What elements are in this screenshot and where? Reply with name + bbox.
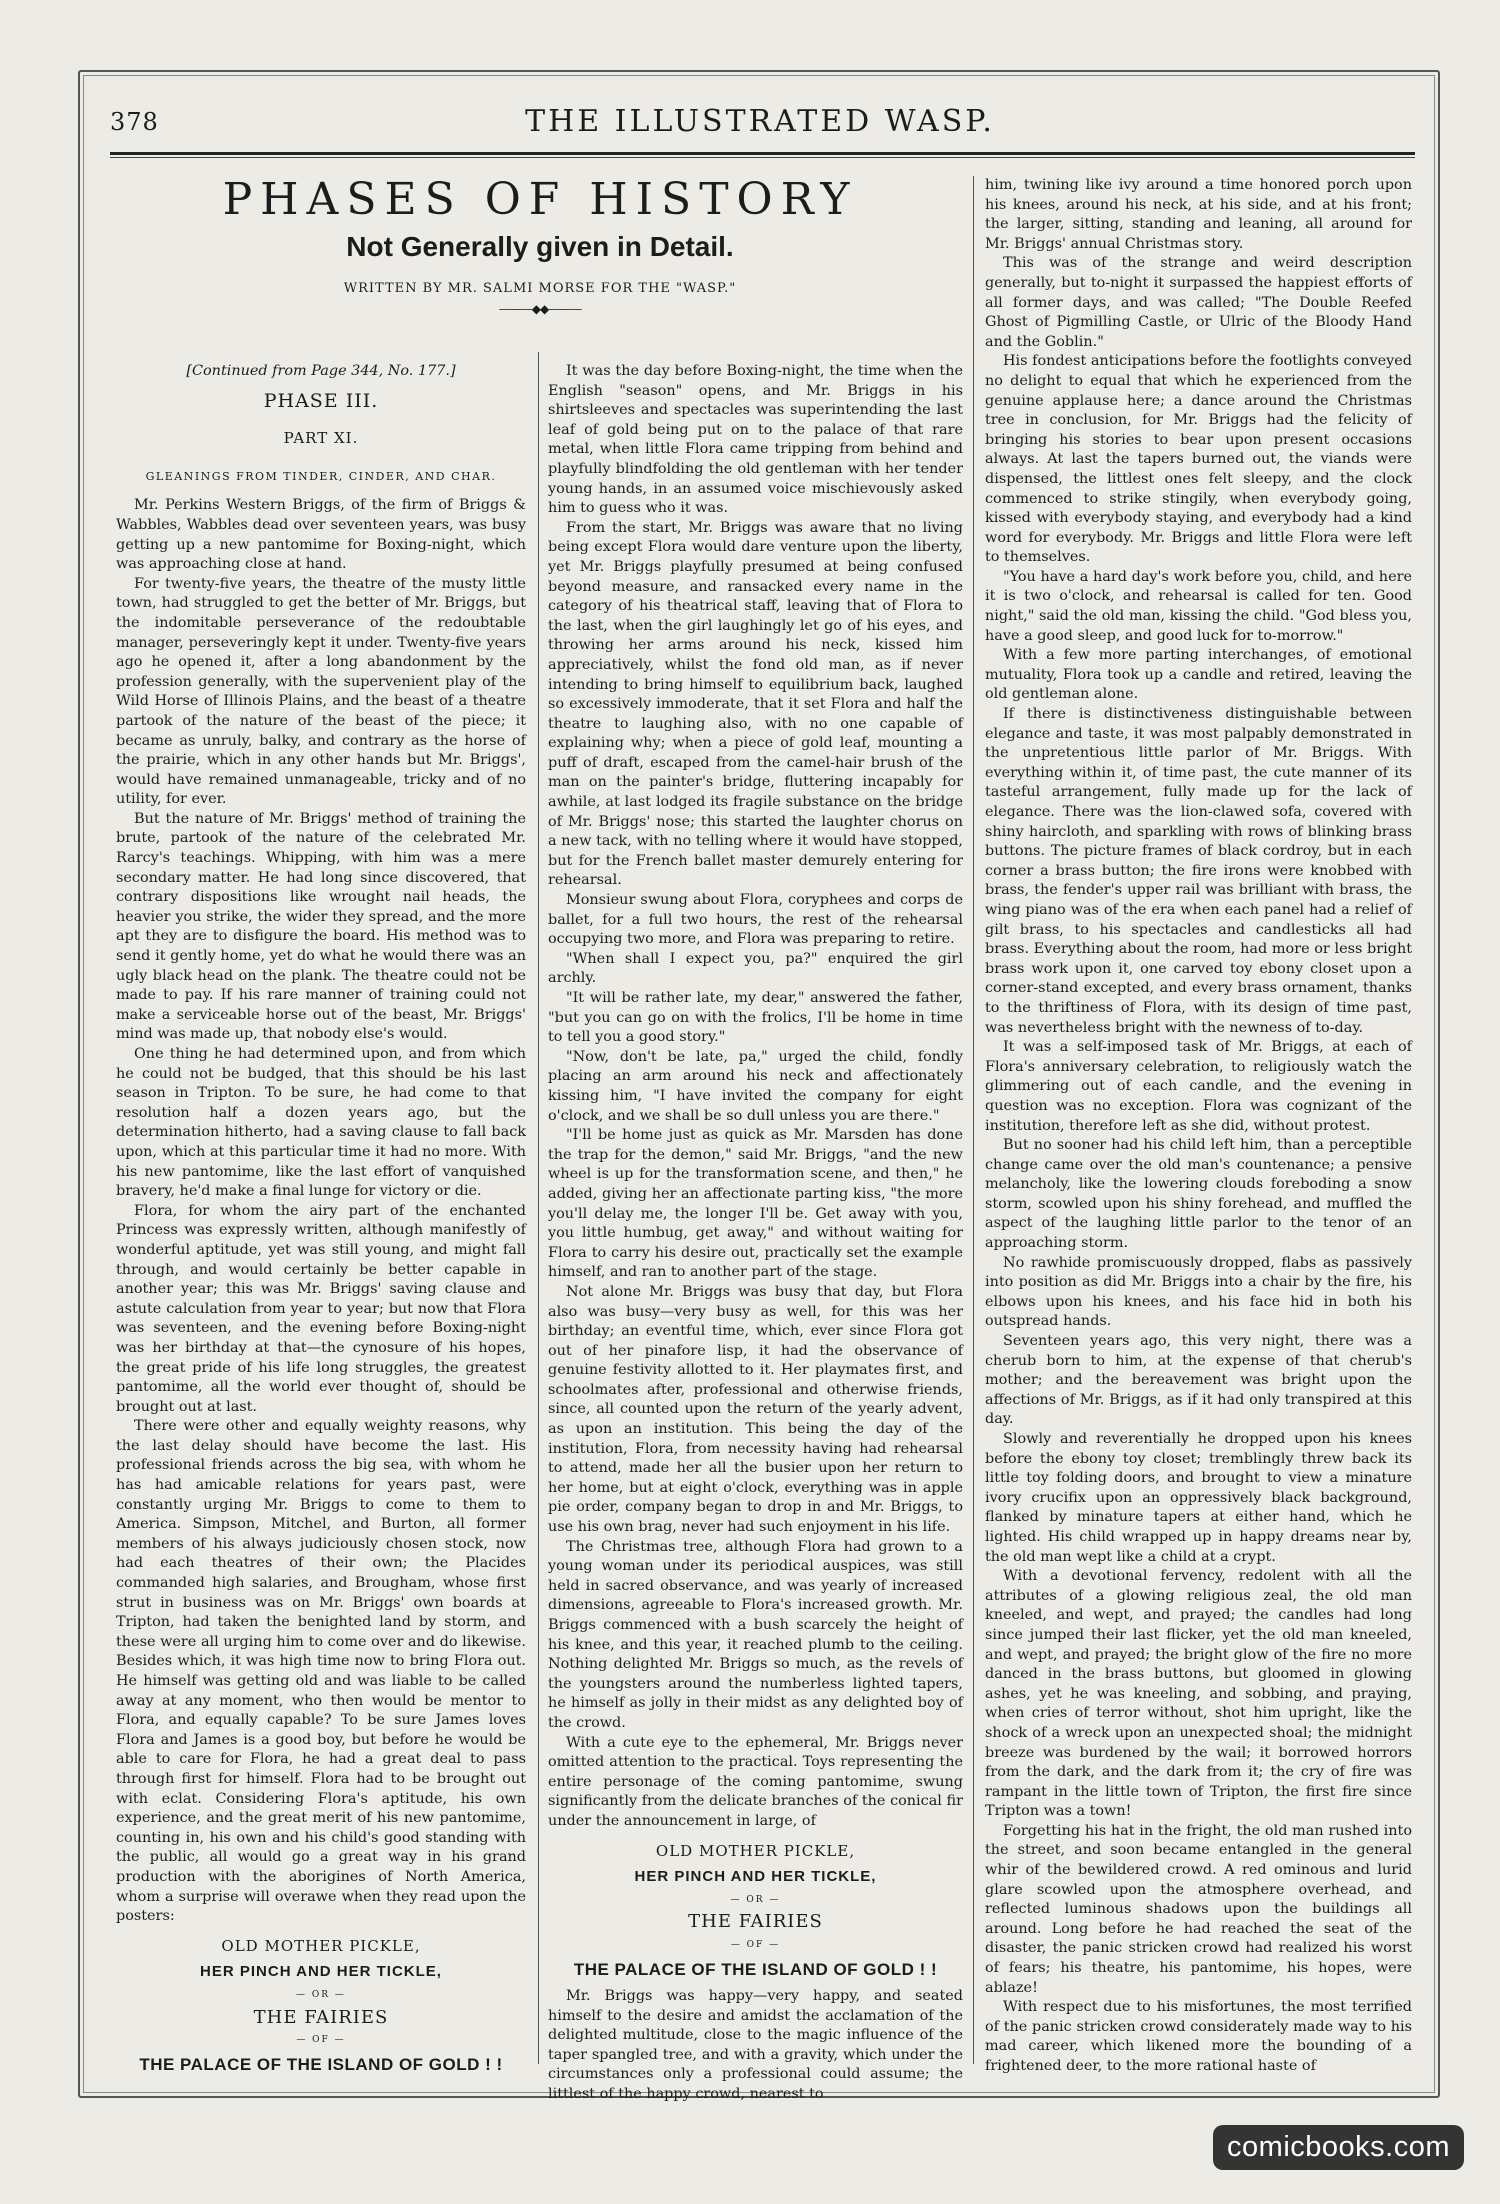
poster-line: HER PINCH AND HER TICKLE, bbox=[200, 1963, 442, 1981]
paragraph: "When shall I expect you, pa?" enquired the girl archly. bbox=[548, 950, 963, 987]
paragraph: The Christmas tree, although Flora had grown to a young woman under its periodical auspices, was still held in sacred observance, and was yearly of increased dimensions, agreeable to Flora's increased growth. Mr. Briggs commenced with a bush scarcely the height of his knee, and this year, it reached plumb to the ceiling. Nothing delighted Mr. Briggs so much, as the revels of the youngsters around the numberless lighted tapers, he himself as jolly in their midst as any delighted boy of the crowd. bbox=[548, 1538, 963, 1731]
paragraph: It was a self-imposed task of Mr. Briggs, at each of Flora's anniversary celebration, to religiously watch the glimmering out of each candle, and the evening in question was no exception. Flora was cognizant of the institution, therefore left as she did, without protest. bbox=[985, 1039, 1412, 1134]
article-title: PHASES OF HISTORY bbox=[222, 174, 858, 225]
column-1 bbox=[116, 362, 526, 2074]
paragraph: No rawhide promiscuously dropped, flabs as passively into position as did Mr. Briggs into a chair by the fire, his elbows upon his knees, and his face hid in both his outspread hands. bbox=[985, 1254, 1412, 1330]
paragraph: Mr. Briggs was happy—very happy, and seated himself to the desire and amidst the acclamation of the delighted multitude, close to the magic influence of the taper spangled tree, and with a gravity, which under the circumstances only a professional could assume; the littlest of the happy crowd, nearest to bbox=[548, 1988, 963, 2103]
paragraph-text: For twenty-five years, the theatre of the musty little town, had struggled to get the better of Mr. Briggs, but the indomitable perseverance of the redoubtable manager, perseveringly kept it under. Twenty-five years ago he opened it, after a long abandonment by the profession generally, with the supervenient play of the Wild Horse of Illinois Plains, and the beast of a theatre partook of the nature of the beast of the piece; it became as unruly, balky, and contrary as the horse of the prairie, which in any other hands but Mr. Briggs', would have remained unmanageable, tricky and of no utility, for ever. bbox=[116, 575, 526, 808]
paragraph: Not alone Mr. Briggs was busy that day, but Flora also was busy—very busy as well, for this was her birthday; an eventful time, which, ever since Flora got out of her pinafore lisp, it had the observance of genuine festivity allotted to it. Her playmates first, and schoolmates after, professional and otherwise friends, since, all counted upon the return of the yearly advent, as upon an institution. This being the day of the institution, Flora, from necessity having had rehearsal to attend, made her all the busier upon her return to her home, but at eight o'clock, everything was in apple pie order, company began to drop in and Mr. Briggs, to use his own brag, never had such enjoyment in his life. bbox=[548, 1283, 963, 1536]
poster-line: OLD MOTHER PICKLE, bbox=[221, 1936, 421, 1955]
ornament-divider: ———◆◆——— bbox=[498, 302, 582, 316]
column-rule-2 bbox=[973, 176, 974, 2064]
paragraph: From the start, Mr. Briggs was aware that no living being except Flora would dare venture upon the liberty, yet Mr. Briggs playfully presumed at being confused beyond measure, and ransacked every name in the category of his theatrical staff, leaving that of Flora to the last, when the girl laughingly let go of his eyes, and throwing her arms around his neck, kissed him appreciatively, whilst the fond old man, as if never intending to bring himself to equilibrium back, laughed so excessively immoderate, that it set Flora and half the theatre to laughing also, with no one capable of explaining why; when a piece of gold leaf, mounting a puff of draft, escaped from the camel-hair brush of the man on the painter's bridge, fluttering incapably for awhile, at last lodged its fragile substance on the bridge of Mr. Briggs' nose; this started the laughter chorus on a new tack, with no telling where it would have stopped, but for the French ballet master demurely entering for rehearsal. bbox=[548, 519, 963, 889]
paragraph: With respect due to his misfortunes, the most terrified of the panic stricken crowd considerately made way to his mad career, which likened more the bounding of a frightened deer, to the more rational haste of bbox=[985, 1999, 1412, 2074]
paragraph: With a devotional fervency, redolent with all the attributes of a glowing religious zeal, the old man kneeled, and wept, and prayed; the candles had long since jumped their last flicker, yet the old man kneeled, and wept, and prayed; the bright glow of the fire no more danced in the brass buttons, but gloomed in glowing ashes, yet he was kneeling, and sobbing, and praying, when cries of terror without, shot him upright, like the shock of a wreck upon an unexpected shoal; the midnight breeze was burdened by the wail; it borrowed horrors from the dark, and the dark from it; the cry of fire was rampant in the little town of Tripton, the first fire since Tripton was a town! bbox=[985, 1568, 1412, 1820]
poster-line: THE PALACE OF THE ISLAND OF GOLD ! ! bbox=[139, 2054, 503, 2074]
article-subtitle: Not Generally given in Detail. bbox=[346, 231, 734, 262]
poster-line: HER PINCH AND HER TICKLE, bbox=[634, 1868, 877, 1886]
header-rule bbox=[110, 152, 1415, 155]
paragraph: "You have a hard day's work before you, child, and here it is two o'clock, and rehearsal is called for ten. Good night," said the old man, kissing the child. "God bless you, have a good sleep, and good luck for to-morrow." bbox=[985, 568, 1412, 644]
watermark-logo: comicbooks.com bbox=[1213, 2125, 1464, 2170]
paragraph: Flora, for whom the airy part of the enchanted Princess was expressly written, although manifestly of wonderful aptitude, yet was still young, and might fall through, and would certainly be better capable in another year; this was Mr. Briggs' saving clause and astute calculation from year to year; but now that Flora was seventeen, and the evening before Boxing-night was her birthday at that—the cynosure of his hopes, the great pride of his life long struggles, the greatest pantomime, all the world ever thought of, should be brought out at last. bbox=[116, 1202, 526, 1415]
paragraph: Forgetting his hat in the fright, the old man rushed into the street, and soon became entangled in the general whir of the bewildered crowd. A red ominous and lurid glare scowled upon the atmosphere overhead, and reflected luminous shadows upon the buildings all around. Long before he had reached the seat of the disaster, the panic stricken crowd had realized his worst of fears; his theatre, his pantomime, his hopes, were ablaze! bbox=[985, 1822, 1412, 1996]
poster-or: — OR — bbox=[730, 1894, 781, 1905]
paragraph: Monsieur swung about Flora, coryphees and corps de ballet, for a full two hours, the rest of the rehearsal occupying two more, and Flora was preparing to retire. bbox=[548, 892, 963, 948]
article-heading bbox=[110, 172, 970, 316]
magazine-title: THE ILLUSTRATED WASP. bbox=[525, 104, 995, 139]
page-header bbox=[110, 104, 1410, 144]
paragraph: With a cute eye to the ephemeral, Mr. Briggs never omitted attention to the practical. Toys representing the entire personage of the coming pantomime, swung significantly from the delicate branches of the conical fir under the announcement in large, of bbox=[548, 1734, 963, 1829]
paragraph bbox=[116, 575, 526, 810]
paragraph: But no sooner had his child left him, than a perceptible change came over the old man's countenance; a pensive melancholy, like the lowering clouds foreboding a snow storm, scowled upon his shiny forehead, and muffled the aspect of the laughing little parlor to the tenor of an approaching storm. bbox=[985, 1137, 1412, 1252]
poster-block bbox=[116, 1937, 526, 2075]
poster-block bbox=[548, 1842, 963, 1980]
header-rule-thin bbox=[110, 157, 1415, 158]
poster-or: — OR — bbox=[296, 1989, 346, 2000]
poster-line: OLD MOTHER PICKLE, bbox=[655, 1841, 856, 1860]
paragraph: Mr. Perkins Western Briggs, of the firm of Briggs & Wabbles, Wabbles dead over seventeen years, was busy getting up a new pantomime for Boxing-night, which was approaching close at hand. bbox=[116, 497, 526, 573]
phase-title: PHASE III. bbox=[263, 389, 379, 412]
paragraph: If there is distinctiveness distinguishable between elegance and taste, it was most palpably demonstrated in the unpretentious little parlor of Mr. Briggs. With everything within it, of time past, the cute manner of its tasteful arrangement, fully made up for the lack of elegance. There was the lion-clawed sofa, covered with shiny haircloth, and sparkling with rows of blinking brass buttons. The picture frames of black cordroy, but in each corner a brass button; the fire irons were knobbed with brass, the fender's upper rail was brilliant with brass, the wing piano was of the era when each panel had a relief of gilt brass, to his spectacles and candlesticks all had brass. Everything about the room, had more or less bright brass work upon it, one carved toy ebony closet upon a corner-stand excepted, and every brass ornament, thanks to the thriftiness of Flora, with its design of time past, was nevertheless bright with the newness of to-day. bbox=[985, 706, 1412, 1036]
paragraph: Slowly and reverentially he dropped upon his knees before the ebony toy closet; tremblingly threw back its little toy folding doors, and brought to view a minature ivory crucifix upon an oppressively black background, flanked by minature tapers at either hand, which he lighted. His child wrapped up in happy dreams near by, the old man wept like a child at a crypt. bbox=[985, 1431, 1412, 1565]
paragraph: Seventeen years ago, this very night, there was a cherub born to him, at the expense of that cherub's mother; and the bereavement was bright upon the affections of Mr. Briggs, as if it had only transpired at this day. bbox=[985, 1333, 1412, 1428]
column-rule-1 bbox=[538, 352, 539, 2064]
part-title: PART XI. bbox=[283, 429, 359, 448]
page-number: 378 bbox=[110, 108, 159, 136]
article-byline: WRITTEN BY MR. SALMI MORSE FOR THE "WASP." bbox=[343, 281, 737, 296]
paragraph: "It will be rather late, my dear," answered the father, "but you can go on with the frolics, I'll be home in time to tell you a good story." bbox=[548, 990, 963, 1046]
column-3 bbox=[985, 176, 1412, 2074]
poster-line: THE FAIRIES bbox=[688, 1911, 823, 1933]
paragraph: "I'll be home just as quick as Mr. Marsden has done the trap for the demon," said Mr. Briggs, "and the new wheel is up for the transformation scene, and then," he added, giving her an affectionate parting kiss, "the more you'll delay me, the longer I'll be. Get away with you, you little humbug, get away," and without waiting for Flora to carry his desire out, practically set the example himself, and ran to another part of the stage. bbox=[548, 1127, 963, 1281]
poster-or: — OF — bbox=[296, 2035, 346, 2046]
paragraph: "Now, don't be late, pa," urged the child, fondly placing an arm around his neck and affectionately kissing him, "I have invited the company for eight o'clock, and we shall be so dull unless you are there." bbox=[548, 1048, 963, 1124]
column-2 bbox=[548, 362, 963, 2103]
poster-or: — OF — bbox=[730, 1939, 781, 1950]
poster-line: THE PALACE OF THE ISLAND OF GOLD ! ! bbox=[573, 1959, 938, 1979]
poster-line: THE FAIRIES bbox=[253, 2006, 389, 2028]
gleanings-heading: GLEANINGS FROM TINDER, CINDER, AND CHAR. bbox=[145, 469, 497, 483]
paragraph: It was the day before Boxing-night, the time when the English "season" opens, and Mr. Briggs in his shirtsleeves and spectacles was superintending the last leaf of gold being put on to the palace of that rare metal, when little Flora came tripping from behind and playfully blindfolding the old gentleman with her tender young hands, in an assumed voice mischievously asked him to guess who it was. bbox=[548, 363, 963, 517]
paragraph: But the nature of Mr. Briggs' method of training the brute, partook of the nature of the celebrated Mr. Rarcy's teachings. Whipping, with him was a mere secondary matter. He had long since discovered, that contrary dispositions like wrought nail heads, the heavier you strike, the wider they spread, and the more apt they are to disfigure the board. His method was to send it gently home, yet do what he would there was an ugly black head on the plank. The theatre could not be made to pay. If his rare manner of training could not make a serviceable horse out of the beast, Mr. Briggs' mind was made up, that nobody else's would. bbox=[116, 810, 526, 1043]
paragraph: There were other and equally weighty reasons, why the last delay should have become the last. His professional friends across the big sea, with whom he has had amicable relations for years past, were constantly urging Mr. Briggs to come to them to America. Simpson, Mitchel, and Burton, all former members of his always judiciously chosen stock, now had each theatres of their own; the Placides commanded high salaries, and Brougham, whose first strut in business was on Mr. Briggs' own boards at Tripton, had taken the benighted land by storm, and these were all urging him to come over and do likewise. Besides which, it was high time now to bring Flora out. He himself was getting old and was liable to be called away at any moment, who then would be mentor to Flora, and equally capable? To be sure James loves Flora and James is a good boy, but before he would be able to care for Flora, he had a great deal to pass through first for himself. Flora had to be brought out with eclat. Considering Flora's aptitude, his own experience, and the great merit of his new pantomime, counting in, his own and his child's good standing with the public, all would go a great way in his grand production with the aborigines of North America, whom a surprise will overawe when they read upon the posters: bbox=[116, 1418, 526, 1925]
paragraph: With a few more parting interchanges, of emotional mutuality, Flora took up a candle and retired, leaving the old gentleman alone. bbox=[985, 647, 1412, 703]
paragraph: His fondest anticipations before the footlights conveyed no delight to equal that which he experienced from the genuine applause here; a dance around the Christmas tree in conclusion, for Mr. Briggs had the felicity of bringing his stories to bear upon present occasions always. At last the tapers burned out, the viands were dispensed, the littlest ones felt sleepy, and the clock commenced to strike stingily, when everybody going, kissed with everybody staying, and everybody had a kind word for everybody. Mr. Briggs and little Flora were left to themselves. bbox=[985, 353, 1412, 566]
paragraph: One thing he had determined upon, and from which he could not be budged, that this should be his last season in Tripton. To be sure, he had come to that resolution half a dozen years ago, but the determination hitherto, had a saving clause to fall back upon, which at this particular time it had no more. With his new pantomime, like the last effort of vanquished bravery, he'd make a final lunge for victory or die. bbox=[116, 1046, 526, 1200]
paragraph: This was of the strange and weird description generally, but to-night it surpassed the happiest efforts of all former days, and was called; "The Double Reefed Ghost of Pigmilling Castle, or Ulric of the Bloody Hand and the Goblin." bbox=[985, 255, 1412, 350]
continued-note: [Continued from Page 344, No. 177.] bbox=[186, 363, 456, 379]
paragraph: him, twining like ivy around a time honored porch upon his knees, around his neck, at his side, and at his front; the larger, sitting, standing and leaning, all around for Mr. Briggs' annual Christmas story. bbox=[985, 177, 1412, 252]
